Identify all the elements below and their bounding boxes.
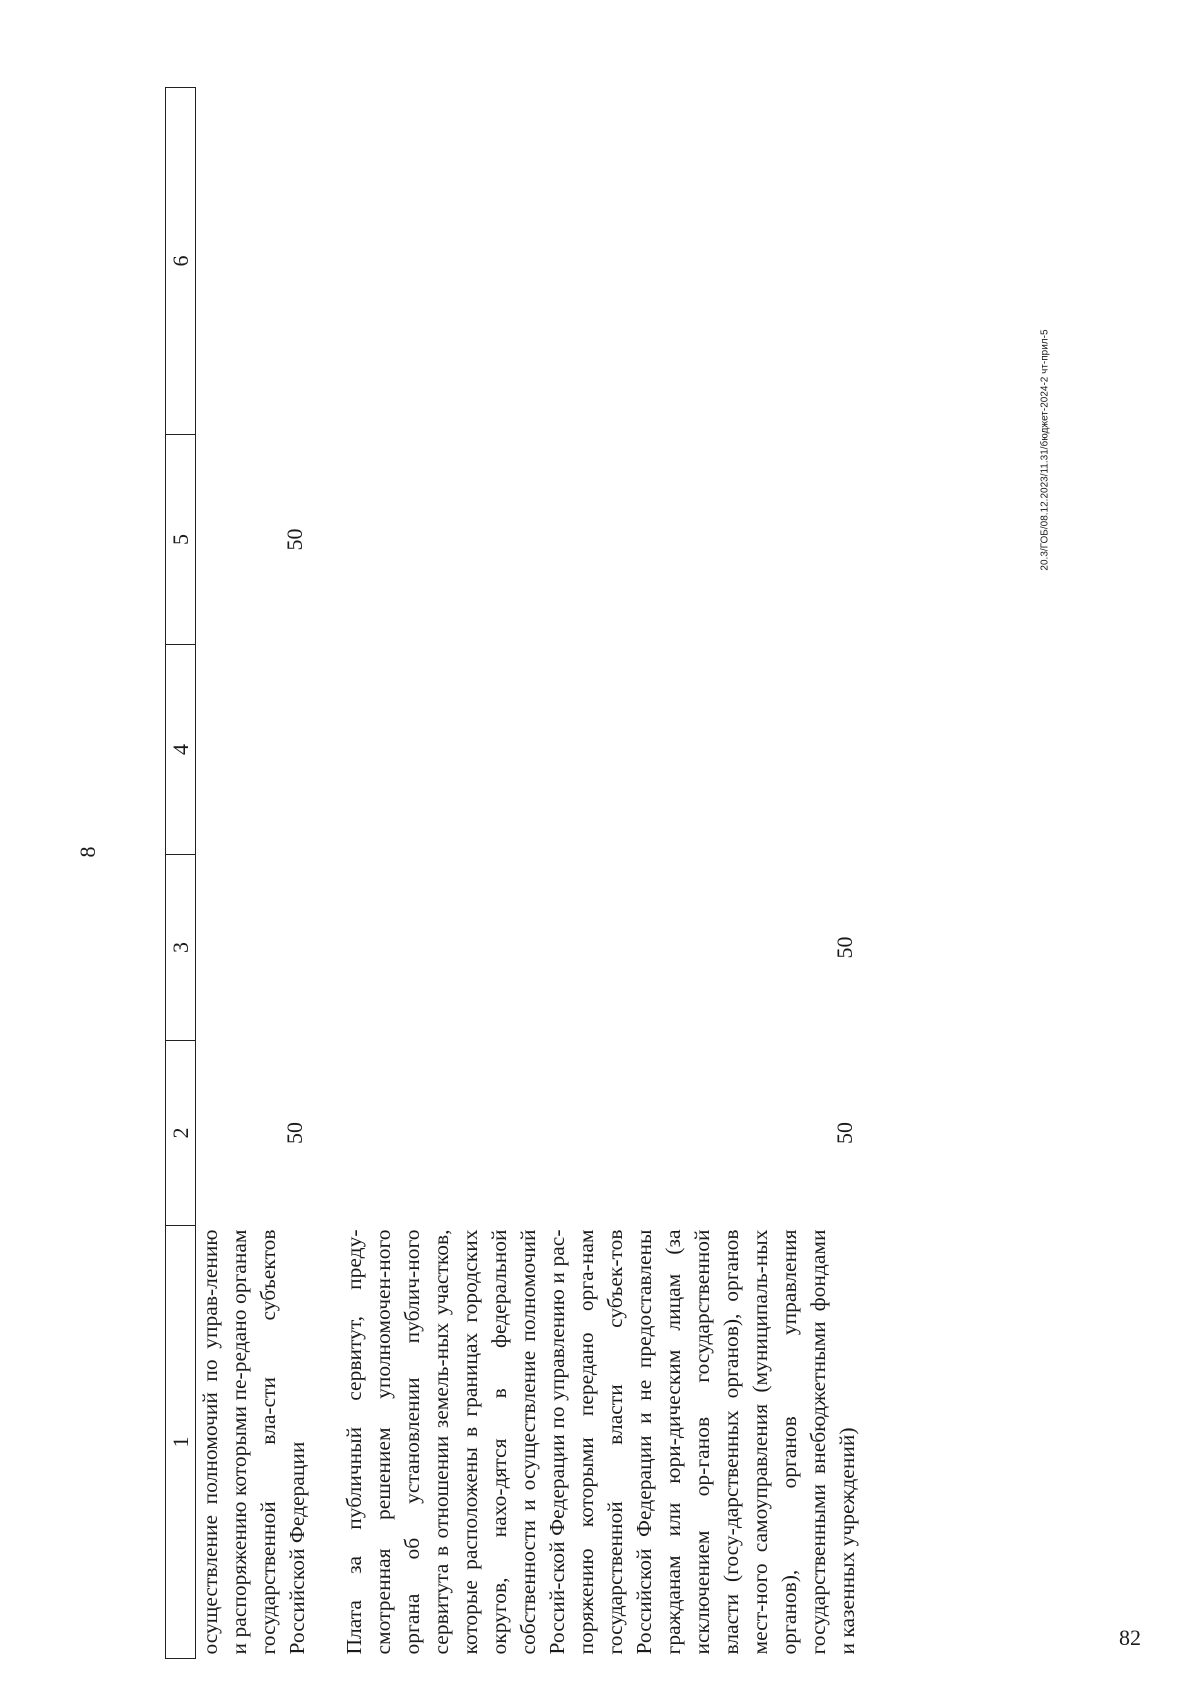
- row-2-col-2: 50: [832, 1122, 857, 1144]
- row-2-col-3: 50: [832, 936, 857, 959]
- column-header-5: 5: [166, 435, 196, 645]
- row-1-col-2: 50: [282, 1122, 307, 1144]
- row-1-col-3: [196, 855, 313, 1041]
- sheet-number: 82: [1119, 1625, 1141, 1650]
- table-row: [340, 88, 862, 1659]
- table-header-row: [166, 88, 196, 1659]
- row-1-col-5: 50: [282, 528, 307, 551]
- column-header-2: 2: [166, 1041, 196, 1226]
- document-footer-code: [1025, 90, 1065, 810]
- column-header-6: 6: [166, 88, 196, 435]
- row-1-description: осуществление полномочий по управ-лению и распоряжению которыми пе-редано органам государственной вла-сти субъектов Российской Федерации: [198, 1229, 309, 1655]
- table-row: [196, 88, 313, 1659]
- footer-code-text: 20.3/ГОБ/08.12.2023/11.31/бюджет-2024-2 чт-прил-5: [1039, 329, 1051, 571]
- column-header-1: 1: [166, 1226, 196, 1659]
- row-spacer: [312, 88, 340, 1659]
- column-header-4: 4: [166, 645, 196, 855]
- row-2-description: Плата за публичный сервитут, преду-смотренная решением уполномочен-ного органа об установлении публич-ного сервитута в отношении земель-ных участков, которые расположены в границах городских округов, нахо-дятся в федеральной собственности и осуществление полномочий Россий-ской Федерации по управлению и рас-поряжению которыми передано орга-нам государственной власти субъек-тов Российской Федерации и не предоставлены гражданам или юри-дическим лицам (за исключением ор-ганов государственной власти (госу-дарственных органов), органов мест-ного самоуправления (муниципаль-ных органов), органов управления государственными внебюджетными фондами и казенных учреждений): [342, 1229, 859, 1655]
- row-1-col-4: [196, 645, 313, 855]
- revenue-table: [165, 87, 862, 1659]
- column-header-3: 3: [166, 855, 196, 1041]
- page-number-top: 8: [75, 846, 100, 858]
- row-1-col-6: [196, 88, 313, 435]
- row-2-col-4: [340, 645, 862, 855]
- row-2-col-6: [340, 88, 862, 435]
- row-2-col-5: [340, 435, 862, 645]
